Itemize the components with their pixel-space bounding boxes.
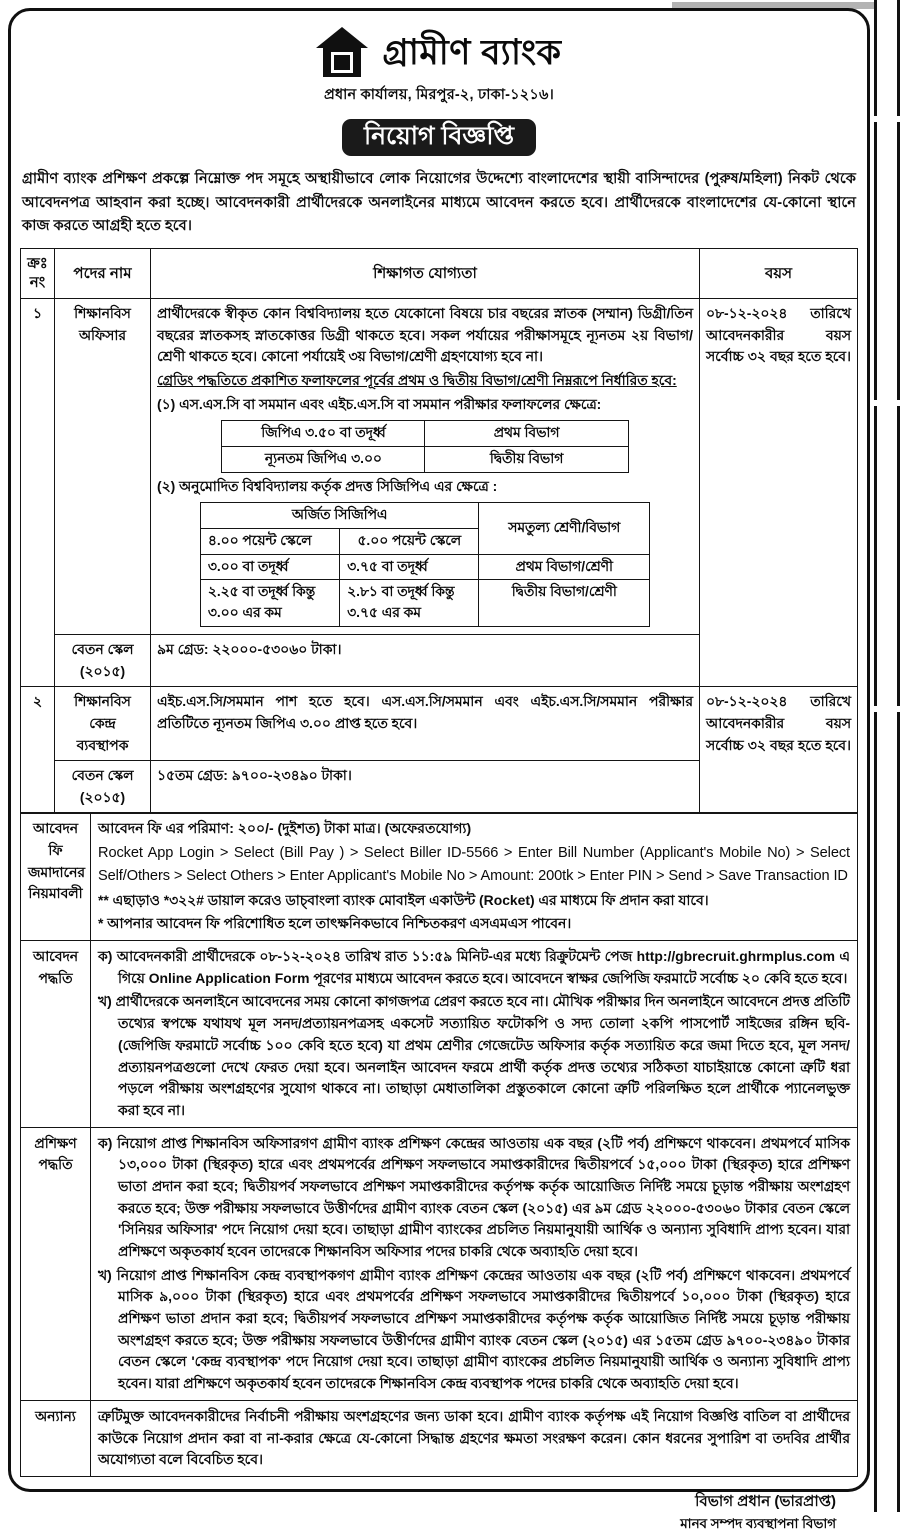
- row2-post-line1: শিক্ষানবিস কেন্দ্র: [74, 693, 131, 731]
- cgpa-scale-4: ৪.০০ পয়েন্ট স্কেলে: [200, 529, 339, 555]
- row1-education: [151, 298, 700, 634]
- row2-salary-value: ১৫তম গ্রেড: ৯৭০০-২৩৪৯০ টাকা।: [151, 761, 700, 813]
- row1-post-name: [55, 298, 151, 634]
- section-label-application-method: [21, 941, 91, 1128]
- row1-age: ০৮-১২-২০২৪ তারিখে আবেদনকারীর বয়স সর্বোচ্চ ৩২ বছর হতে হবে।: [700, 298, 858, 686]
- section-row-training-method: [21, 1127, 858, 1400]
- section-label-l1: আবেদন ফি: [32, 820, 79, 859]
- scan-artifact-right-edge: [874, 406, 900, 706]
- instructions-table: [20, 812, 858, 1477]
- section-label-others: অন্যান্য: [21, 1400, 91, 1476]
- letterhead: [20, 17, 858, 156]
- application-method-item-kha: খ) প্রার্থীদেরকে অনলাইনে আবেদনের সময় কোনো কাগজপত্র প্রেরণ করতে হবে না। মৌখিক পরীক্ষার দিন অনলাইনে আবেদনে প্রদত্ত প্রতিটি তথ্যের স্বপক্ষে যথাযথ মূল সনদ/প্রত্যায়নপত্রসহ একসেট সত্যায়িত ফটোকপি ও সদ্য তোলা ২কপি পাসপোর্ট সাইজের রঙ্গিন ছবি-(জেপিজি ফরমাটে সর্বোচ্চ ১০০ কেবি হতে হবে) যা প্রথম শ্রেণীর গেজেটেড অফিসার কর্তৃক সত্যায়িত করে জমা দিতে হবে, মূল সনদ/প্রত্যায়নপত্রগুলো দেখে ফেরত দেয়া হবে। অনলাইন আবেদন ফরমে প্রার্থী কর্তৃক প্রদত্ত তথ্যের সঠিকতা যাচাইয়ান্তে কোনো ত্রুটি ধরা পড়লে পরীক্ষায় অংশগ্রহণের সুযোগ থাকবে না। তাছাড়া মেধাতালিকা প্রস্তুতকালে কোনো ত্রুটি পরিলক্ষিত হলে প্রার্থীকে প্যানেলভুক্ত করা হবে না।: [98, 993, 850, 1118]
- col-header-sl-line1: ক্রঃ: [27, 254, 48, 272]
- row1-post-line1: শিক্ষানবিস: [74, 304, 131, 321]
- row1-salary-label-l2: (২০১৫): [79, 662, 126, 679]
- section-label-training-method: [21, 1127, 91, 1400]
- section-body-application-fee: [91, 813, 858, 941]
- row2-post-name: [55, 687, 151, 761]
- col-header-age: বয়স: [700, 248, 858, 298]
- row1-item-2: (২) অনুমোদিত বিশ্ববিদ্যালয় কর্তৃক প্রদত্ত সিজিপিএ এর ক্ষেত্রে :: [157, 477, 498, 494]
- row1-item-1: (১) এস.এস.সি বা সমমান এবং এইচ.এস.সি বা সমমান পরীক্ষার ফলাফলের ক্ষেত্রে:: [157, 395, 602, 412]
- cgpa-s5: ২.৮১ বা তদূর্ধ্ব কিন্তু ৩.৭৫ এর কম: [340, 580, 479, 626]
- section-row-others: [21, 1400, 858, 1476]
- section-label-l1: আবেদন: [32, 948, 79, 965]
- row2-education: এইচ.এস.সি/সমমান পাশ হতে হবে। এস.এস.সি/সমমান এবং এইচ.এস.সি/সমমান পরীক্ষার প্রতিটিতে ন্যূনতম জিপিএ ৩.০০ প্রাপ্ত হতে হবে।: [151, 687, 700, 761]
- col-header-post: পদের নাম: [55, 248, 151, 298]
- cgpa-division: দ্বিতীয় বিভাগ/শ্রেণী: [479, 580, 650, 626]
- row2-salary-label: [55, 761, 151, 813]
- section-row-application-fee: [21, 813, 858, 941]
- others-paragraph: ত্রুটিমুক্ত আবেদনকারীদের নির্বাচনী পরীক্ষায় অংশগ্রহণের জন্য ডাকা হবে। গ্রামীণ ব্যাংক কর্তৃপক্ষ এই নিয়োগ বিজ্ঞপ্তি বাতিল বা প্রার্থীদের কাউকে নিয়োগ প্রদান করা বা না-করার ক্ষেত্রে যে-কোনো সিদ্ধান্ত গ্রহণের ক্ষমতা সংরক্ষণ করেন। কোন ধরনের সুপারিশ বা তদবির প্রার্থীর অযোগ্যতা বলে বিবেচিত হবে।: [98, 1407, 850, 1468]
- gpa-division: দ্বিতীয় বিভাগ: [425, 447, 628, 473]
- row1-education-paragraph: প্রার্থীদেরকে স্বীকৃত কোন বিশ্ববিদ্যালয় হতে যেকোনো বিষয়ে চার বছরের স্নাতক (সম্মান) ডিগ্রী/তিন বছরের স্নাতকসহ স্নাতকোত্তর ডিগ্রী থাকতে হবে। সকল পর্যায়ের পরীক্ষাসমূহে ন্যূনতম ২য় বিভাগ/শ্রেণী থাকতে হবে। কোনো পর্যায়েই ৩য় বিভাগ/শ্রেণী গ্রহণযোগ্য হবে না।: [157, 304, 693, 365]
- cgpa-scale-5: ৫.০০ পয়েন্ট স্কেলে: [340, 529, 479, 555]
- gpa-row: [222, 421, 628, 447]
- gpa-value: ন্যূনতম জিপিএ ৩.০০: [222, 447, 425, 473]
- notice-page: [8, 8, 870, 1532]
- training-method-item-kha: খ) নিয়োগ প্রাপ্ত শিক্ষানবিস কেন্দ্র ব্যবস্থাপকগণ গ্রামীণ ব্যাংক প্রশিক্ষণ কেন্দ্রের আওতায় এক বছর (২টি পর্ব) প্রশিক্ষণে থাকবেন। প্রথমপর্বে মাসিক ৯,০০০ টাকা (স্থিরকৃত) হারে এবং প্রথমপর্বের প্রশিক্ষণ সফলভাবে সমাপ্তকারীদের দ্বিতীয়পর্বে ১০,০০০ টাকা (স্থিরকৃত) হারে প্রশিক্ষণ ভাতা প্রদান করা হবে; দ্বিতীয়পর্ব সফলভাবে প্রশিক্ষণ সমাপ্তকারীদের কর্তৃপক্ষ কর্তৃক আয়োজিত নির্দিষ্ট সময়ে চূড়ান্ত পরীক্ষায় অংশগ্রহণ করতে হবে; উক্ত পরীক্ষায় সফলভাবে উত্তীর্ণদের গ্রামীণ ব্যাংক বেতন স্কেল (২০১৫) এর ১৫তম গ্রেড ৯৭০০-২৩৪৯০ টাকার বেতন স্কেলে 'কেন্দ্র ব্যবস্থাপক' পদে নিয়োগ দেয়া হবে। তাছাড়া গ্রামীণ ব্যাংকের প্রচলিত নিয়মানুযায়ী আর্থিক ও অন্যান্য সুবিধাদি প্রাপ্য হবেন। যারা প্রশিক্ষণে অকৃতকার্য হবেন তাদেরকে শিক্ষানবিস কেন্দ্র ব্যবস্থাপক পদের চাকরি থেকে অব্যাহতি দেয়া হবে।: [98, 1266, 850, 1392]
- row2-age: ০৮-১২-২০২৪ তারিখে আবেদনকারীর বয়স সর্বোচ্চ ৩২ বছর হতে হবে।: [700, 687, 858, 813]
- section-label-l1: প্রশিক্ষণ: [34, 1134, 77, 1151]
- section-label-l2: পদ্ধতি: [38, 969, 73, 986]
- table-row: [21, 687, 858, 761]
- cgpa-header-row: [200, 503, 649, 529]
- cgpa-row: [200, 554, 649, 580]
- section-body-others: [91, 1400, 858, 1476]
- notice-banner-title: নিয়োগ বিজ্ঞপ্তি: [342, 119, 536, 156]
- section-label-l2: জমাদানের: [28, 863, 86, 880]
- gpa-division-table: [221, 420, 628, 472]
- signature-block: [20, 1477, 858, 1536]
- ussd-payment-note: ** এছাড়াও *৩২২# ডায়াল করেও ডাচ্‌বাংলা ব্যাংক মোবাইল একাউন্ট (Rocket) এর মাধ্যমে ফি প্রদান করা যাবে।: [98, 891, 709, 908]
- section-label-application-fee: [21, 813, 91, 941]
- bank-name: গ্রামীণ ব্যাংক: [382, 32, 562, 72]
- table-header-row: [21, 248, 858, 298]
- cgpa-header-right: সমতুল্য শ্রেণী/বিভাগ: [479, 503, 650, 554]
- intro-paragraph: গ্রামীণ ব্যাংক প্রশিক্ষণ প্রকল্পে নিম্নোক্ত পদ সমূহে অস্থায়ীভাবে লোক নিয়োগের উদ্দেশ্যে বাংলাদেশের স্থায়ী বাসিন্দাদের (পুরুষ/মহিলা) নিকট থেকে আবেদনপত্র আহবান করা হচ্ছে। আবেদনকারী প্রার্থীদেরকে অনলাইনের মাধ্যমে আবেদন করতে হবে। প্রার্থীদেরকে বাংলাদেশের যে-কোনো স্থানে কাজ করতে আগ্রহী হতে হবে।: [22, 171, 856, 235]
- row2-sl: ২: [21, 687, 55, 813]
- row1-grading-heading: গ্রেডিং পদ্ধতিতে প্রকাশিত ফলাফলের পূর্বের প্রথম ও দ্বিতীয় বিভাগ/শ্রেণী নিম্নরূপে নির্ধারিত হবে:: [157, 371, 677, 388]
- section-body-application-method: [91, 941, 858, 1128]
- row1-sl: ১: [21, 298, 55, 686]
- application-method-item-ka: ক) আবেদনকারী প্রার্থীদেরকে ০৮-১২-২০২৪ তারিখ রাত ১১:৫৯ মিনিট-এর মধ্যে রিক্রুটমেন্ট পেজ http://gbrecruit.ghrmplus.com এ গিয়ে Online Application Form পূরণের মাধ্যমে আবেদন করতে হবে। আবেদনে স্বাক্ষর জেপিজি ফরমাটে সর্বোচ্চ ২০ কেবি হতে হবে।: [98, 948, 850, 986]
- cgpa-s5: ৩.৭৫ বা তদূর্ধ্ব: [340, 554, 479, 580]
- cgpa-division-table: [200, 502, 650, 626]
- cgpa-division: প্রথম বিভাগ/শ্রেণী: [479, 554, 650, 580]
- grameen-hut-logo-icon: [316, 27, 368, 77]
- row1-salary-label: [55, 634, 151, 686]
- gpa-division: প্রথম বিভাগ: [425, 421, 628, 447]
- row2-salary-label-l1: বেতন স্কেল: [71, 767, 134, 784]
- cgpa-s4: ৩.০০ বা তদূর্ধ্ব: [200, 554, 339, 580]
- section-row-application-method: [21, 941, 858, 1128]
- positions-table: [20, 248, 858, 814]
- row1-salary-label-l1: বেতন স্কেল: [71, 640, 134, 657]
- cgpa-header-left: অর্জিত সিজিপিএ: [200, 503, 479, 529]
- payment-sms-note: * আপনার আবেদন ফি পরিশোধিত হলে তাৎক্ষনিকভাবে নিশ্চিতকরণ এসএমএস পাবেন।: [98, 915, 572, 932]
- scan-artifact-right-edge: [874, 0, 900, 116]
- col-header-education: শিক্ষাগত যোগ্যতা: [151, 248, 700, 298]
- row2-post-line2: ব্যবস্থাপক: [76, 736, 129, 753]
- row1-post-line2: অফিসার: [78, 326, 126, 343]
- rocket-payment-steps: Rocket App Login > Select (Bill Pay ) > Select Biller ID-5566 > Enter Bill Number (Applicant's Mobile No) > Select Self/Others > Select Others > Enter Applicant's Mobile No > Amount: 200tk > Enter PIN > Send > Save Transaction ID: [98, 845, 850, 884]
- training-method-item-ka: ক) নিয়োগ প্রাপ্ত শিক্ষানবিস অফিসারগণ গ্রামীণ ব্যাংক প্রশিক্ষণ কেন্দ্রের আওতায় এক বছর (২টি পর্ব) প্রশিক্ষণে থাকবেন। প্রথমপর্বে মাসিক ১৩,০০০ টাকা (স্থিরকৃত) হারে এবং প্রথমপর্বের প্রশিক্ষণ সফলভাবে সমাপ্তকারীদের দ্বিতীয়পর্বে ১৫,০০০ টাকা (স্থিরকৃত) হারে প্রশিক্ষণ ভাতা প্রদান করা হবে; দ্বিতীয়পর্ব সফলভাবে প্রশিক্ষণ সমাপ্তকারীদের কর্তৃপক্ষ কর্তৃক আয়োজিত নির্দিষ্ট সময়ে চূড়ান্ত পরীক্ষায় অংশগ্রহণ করতে হবে; উক্ত পরীক্ষায় সফলভাবে উত্তীর্ণদের গ্রামীণ ব্যাংক বেতন স্কেল (২০১৫) এর ৯ম গ্রেড ২২০০০-৫৩০৬০ টাকার বেতন স্কেলে 'সিনিয়র অফিসার' পদে নিয়োগ দেয়া হবে। তাছাড়া গ্রামীণ ব্যাংকের প্রচলিত নিয়মানুযায়ী আর্থিক ও অন্যান্য সুবিধাদি প্রাপ্য হবেন। যারা প্রশিক্ষণে অকৃতকার্য হবেন তাদেরকে শিক্ষানবিস অফিসার পদের চাকরি থেকে অব্যাহতি দেয়া হবে।: [98, 1134, 850, 1260]
- signature-department: মানব সম্পদ ব্যবস্থাপনা বিভাগ: [680, 1516, 836, 1532]
- gpa-value: জিপিএ ৩.৫০ বা তদূর্ধ্ব: [222, 421, 425, 447]
- gpa-row: [222, 447, 628, 473]
- section-label-l2: পদ্ধতি: [38, 1156, 73, 1173]
- scan-artifact-right-edge: [874, 122, 900, 400]
- scan-artifact-right-edge: [874, 712, 900, 1512]
- fee-amount-line: আবেদন ফি এর পরিমাণ: ২০০/- (দুইশত) টাকা মাত্র। (অফেরতযোগ্য): [98, 820, 472, 837]
- section-body-training-method: [91, 1127, 858, 1400]
- section-label-l3: নিয়মাবলী: [28, 885, 83, 902]
- bank-address: প্রধান কার্যালয়, মিরপুর-২, ঢাকা-১২১৬।: [323, 87, 555, 103]
- table-row: [21, 298, 858, 634]
- brand-row: [20, 27, 858, 77]
- cgpa-s4: ২.২৫ বা তদূর্ধ্ব কিন্তু ৩.০০ এর কম: [200, 580, 339, 626]
- col-header-sl: [21, 248, 55, 298]
- cgpa-row: [200, 580, 649, 626]
- signature-title: বিভাগ প্রধান (ভারপ্রাপ্ত): [695, 1492, 836, 1510]
- row2-salary-label-l2: (২০১৫): [79, 788, 126, 805]
- row1-salary-value: ৯ম গ্রেড: ২২০০০-৫৩০৬০ টাকা।: [151, 634, 700, 686]
- col-header-sl-line2: নং: [29, 274, 46, 292]
